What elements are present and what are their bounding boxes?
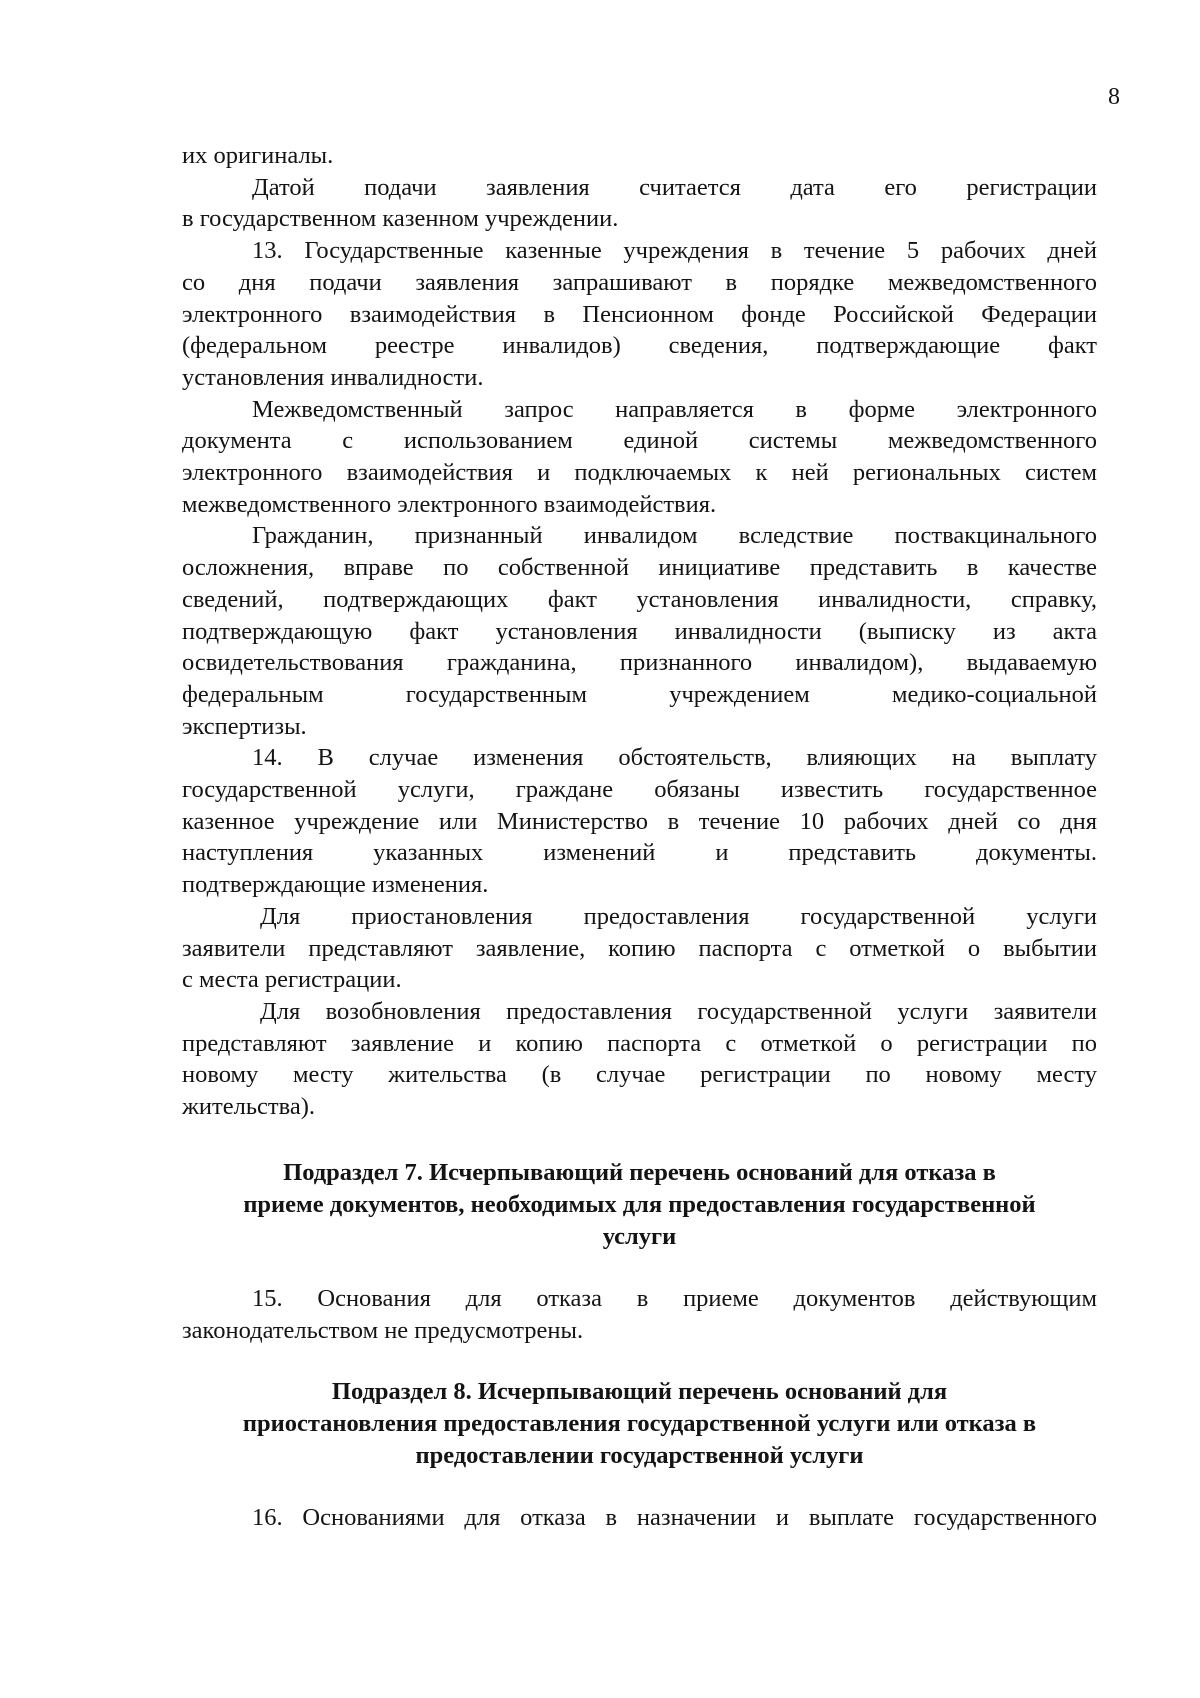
heading-line: Подраздел 7. Исчерпывающий перечень оснований для отказа в [283, 1158, 996, 1186]
text-line: межведомственного электронного взаимодействия. [182, 490, 717, 518]
text-line: освидетельствования гражданина, признанного инвалидом), выдаваемую [182, 649, 1097, 677]
text-line: подтверждающие изменения. [182, 871, 489, 899]
text-line: документа с использованием единой системы межведомственного [182, 427, 1097, 455]
text-line: их оригиналы. [182, 142, 334, 169]
text-line: Для приостановления предоставления государственной услуги [260, 902, 1097, 930]
text-line: сведений, подтверждающих факт установления инвалидности, справку, [182, 585, 1097, 613]
paragraph-item-16 [182, 1502, 1097, 1534]
paragraph-suspension [182, 901, 1097, 996]
text-line: Датой подачи заявления считается дата его регистрации [252, 173, 1097, 201]
document-body [182, 140, 1097, 1534]
heading-line: предоставлении государственной услуги [415, 1442, 864, 1470]
text-line: 16. Основаниями для отказа в назначении и выплате государственного [252, 1504, 1097, 1532]
text-line: со дня подачи заявления запрашивают в порядке межведомственного [182, 268, 1097, 296]
text-line: в государственном казенном учреждении. [182, 205, 619, 233]
page-number: 8 [1108, 84, 1120, 110]
text-line: Межведомственный запрос направляется в форме электронного [252, 395, 1097, 423]
text-line: Гражданин, признанный инвалидом вследствие поствакцинального [252, 522, 1097, 550]
text-line: представляют заявление и копию паспорта с отметкой о регистрации по [182, 1029, 1097, 1057]
text-line: экспертизы. [182, 712, 307, 740]
text-line: электронного взаимодействия и подключаемых к ней региональных систем [182, 459, 1097, 487]
heading-line: услуги [602, 1222, 677, 1250]
paragraph-item-14 [182, 742, 1097, 901]
paragraph-interagency-request [182, 394, 1097, 521]
paragraph-citizen-disability [182, 520, 1097, 742]
text-line: жительства). [182, 1093, 316, 1121]
text-line: электронного взаимодействия в Пенсионном фонде Российской Федерации [182, 300, 1097, 328]
text-line: новому месту жительства (в случае регистрации по новому месту [182, 1061, 1097, 1089]
paragraph-item-13 [182, 235, 1097, 394]
paragraph-continuation [182, 140, 1097, 172]
text-line: 13. Государственные казенные учреждения в течение 5 рабочих дней [252, 237, 1097, 265]
text-line: Для возобновления предоставления государственной услуги заявители [260, 997, 1097, 1025]
text-line: установления инвалидности. [182, 363, 484, 391]
text-line: осложнения, вправе по собственной инициативе представить в качестве [182, 554, 1097, 582]
text-line: наступления указанных изменений и представить документы. [182, 839, 1097, 867]
text-line: (федеральном реестре инвалидов) сведения, подтверждающие факт [182, 332, 1097, 360]
text-line: с места регистрации. [182, 966, 402, 994]
text-line: законодательством не предусмотрены. [182, 1316, 584, 1344]
heading-line: приеме документов, необходимых для предоставления государственной [243, 1190, 1036, 1218]
paragraph-submission-date [182, 172, 1097, 235]
text-line: 15. Основания для отказа в приеме документов действующим [252, 1284, 1097, 1312]
text-line: казенное учреждение или Министерство в течение 10 рабочих дней со дня [182, 807, 1097, 835]
text-line: государственной услуги, граждане обязаны известить государственное [182, 776, 1097, 804]
paragraph-resumption [182, 996, 1097, 1123]
heading-line: приостановления предоставления государственной услуги или отказа в [242, 1410, 1037, 1438]
paragraph-item-15 [182, 1283, 1097, 1346]
text-line: заявители представляют заявление, копию паспорта с отметкой о выбытии [182, 934, 1097, 962]
section-8-heading [182, 1376, 1097, 1472]
text-line: подтверждающую факт установления инвалидности (выписку из акта [182, 617, 1097, 645]
text-line: 14. В случае изменения обстоятельств, влияющих на выплату [252, 744, 1097, 772]
text-line: федеральным государственным учреждением медико-социальной [182, 680, 1097, 708]
section-7-heading [182, 1157, 1097, 1253]
heading-line: Подраздел 8. Исчерпывающий перечень оснований для [331, 1378, 948, 1406]
